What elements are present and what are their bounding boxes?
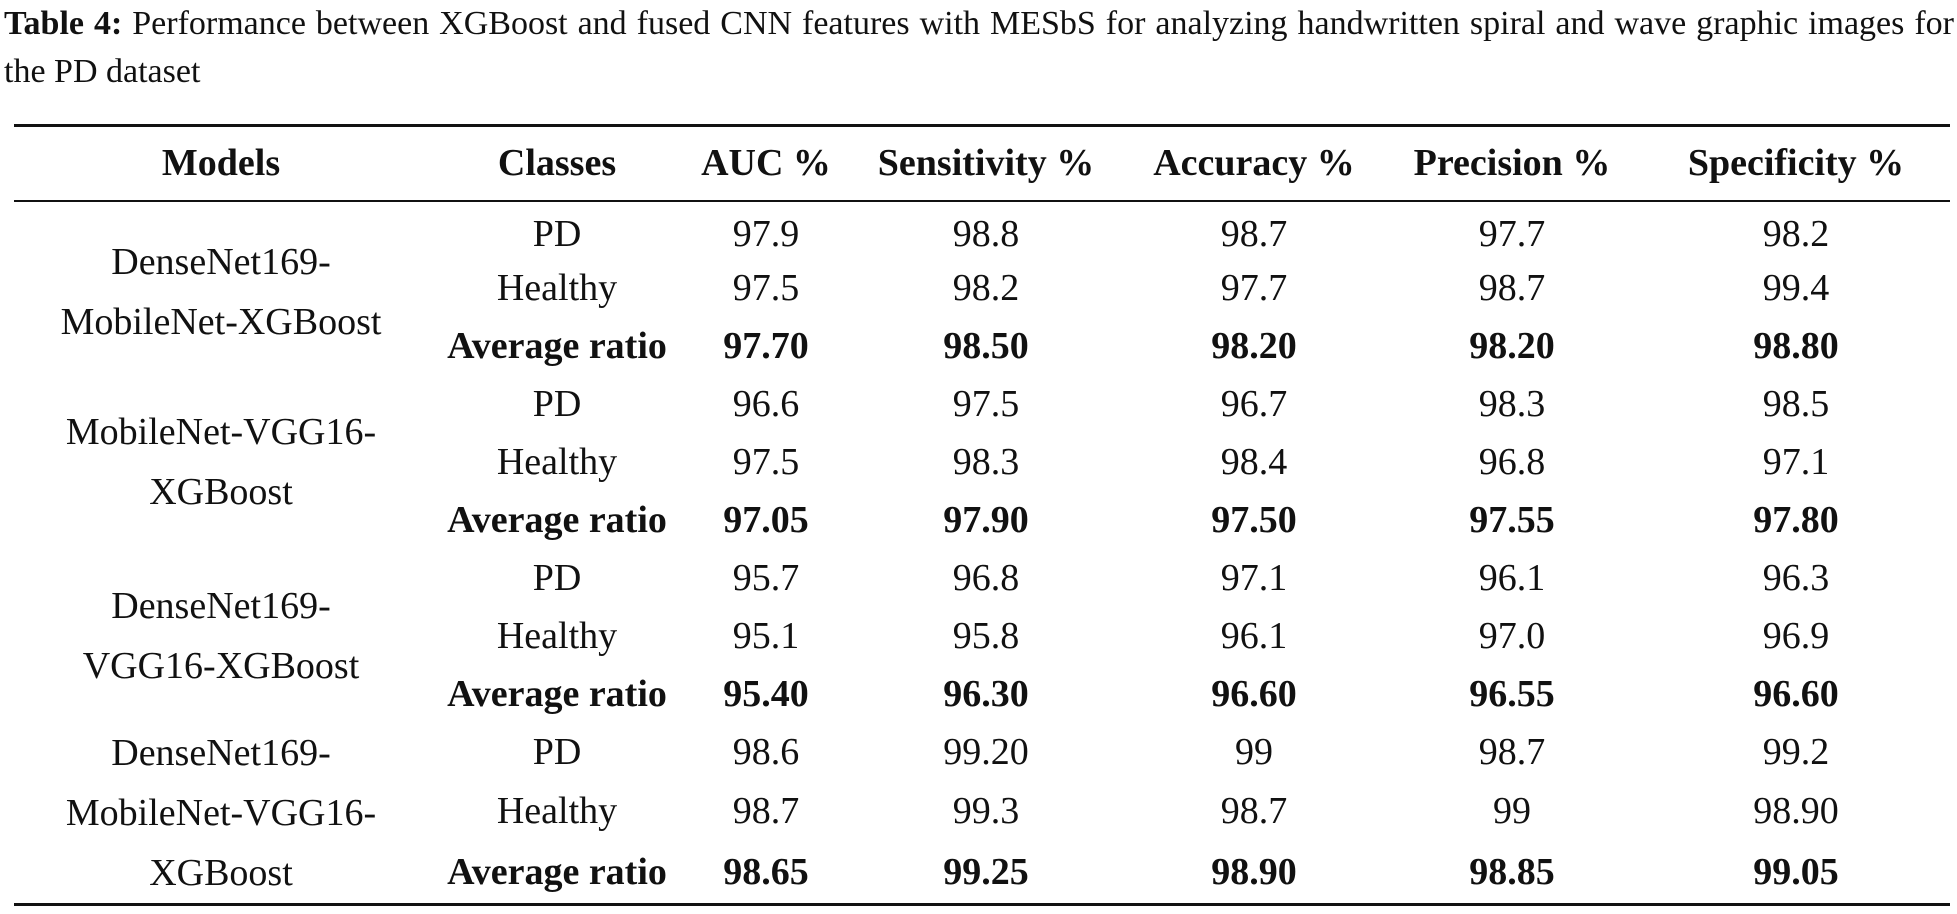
precision-cell: 97.0: [1478, 614, 1546, 657]
auc-cell: 95.1: [732, 614, 800, 657]
class-cell: PD: [532, 556, 582, 599]
specificity-cell: 97.80: [1753, 498, 1839, 541]
table-body: [14, 201, 1950, 905]
class-cell: PD: [532, 213, 582, 255]
auc-cell: 98.7: [732, 790, 800, 833]
specificity-cell: 97.1: [1762, 440, 1830, 483]
auc-cell: 97.05: [723, 498, 809, 541]
sensitivity-cell: 98.2: [952, 266, 1020, 309]
precision-cell: 98.3: [1478, 382, 1546, 425]
sensitivity-cell: 98.3: [952, 440, 1020, 483]
accuracy-cell: 98.7: [1220, 790, 1288, 833]
precision-cell: 98.85: [1469, 850, 1555, 893]
class-cell: Healthy: [496, 614, 618, 657]
header-auc: AUC %: [701, 142, 831, 185]
sensitivity-cell: 99.25: [943, 850, 1029, 893]
sensitivity-cell: 97.90: [943, 498, 1029, 541]
precision-cell: 99: [1493, 790, 1531, 833]
model-name-cell: MobileNet-VGG16- XGBoost: [65, 410, 377, 513]
table-header: [14, 126, 1950, 201]
auc-cell: 98.6: [732, 731, 800, 774]
auc-cell: 95.40: [723, 672, 809, 715]
specificity-cell: 98.2: [1762, 213, 1830, 255]
accuracy-cell: 98.7: [1220, 213, 1288, 255]
specificity-cell: 99.2: [1762, 731, 1830, 774]
specificity-cell: 98.90: [1753, 790, 1839, 833]
specificity-cell: 98.80: [1753, 324, 1839, 367]
sensitivity-cell: 96.30: [943, 672, 1029, 715]
accuracy-cell: 97.50: [1211, 498, 1297, 541]
sensitivity-cell: 99.3: [952, 790, 1020, 833]
precision-cell: 97.7: [1478, 213, 1546, 255]
auc-cell: 98.65: [723, 850, 809, 893]
precision-cell: 98.7: [1478, 266, 1546, 309]
header-models: Models: [161, 142, 281, 185]
accuracy-cell: 99: [1235, 731, 1273, 774]
specificity-cell: 98.5: [1762, 382, 1830, 425]
accuracy-cell: 97.7: [1220, 266, 1288, 309]
header-specificity: Specificity %: [1687, 142, 1905, 185]
header-row: [14, 126, 1950, 201]
class-cell: PD: [532, 382, 582, 425]
precision-cell: 96.55: [1469, 672, 1555, 715]
accuracy-cell: 98.4: [1220, 440, 1288, 483]
class-cell: Average ratio: [447, 850, 667, 893]
precision-cell: 97.55: [1469, 498, 1555, 541]
model-name-cell: DenseNet169- VGG16-XGBoost: [82, 584, 360, 687]
header-precision: Precision %: [1413, 142, 1611, 185]
specificity-cell: 96.9: [1762, 614, 1830, 657]
table-caption: [4, 0, 1954, 96]
table-caption-label: Table 4:: [4, 5, 123, 42]
header-sensitivity: Sensitivity %: [877, 142, 1095, 185]
precision-cell: 98.20: [1469, 324, 1555, 367]
class-cell: Average ratio: [447, 498, 667, 541]
specificity-cell: 99.4: [1762, 266, 1830, 309]
results-table: [14, 124, 1950, 906]
auc-cell: 96.6: [732, 382, 800, 425]
model-name-cell: DenseNet169- MobileNet-VGG16- XGBoost: [65, 731, 377, 894]
precision-cell: 96.8: [1478, 440, 1546, 483]
class-cell: Healthy: [496, 266, 618, 309]
auc-cell: 97.5: [732, 440, 800, 483]
specificity-cell: 99.05: [1753, 850, 1839, 893]
auc-cell: 95.7: [732, 556, 800, 599]
accuracy-cell: 98.90: [1211, 850, 1297, 893]
header-accuracy: Accuracy %: [1153, 142, 1355, 185]
accuracy-cell: 96.7: [1220, 382, 1288, 425]
accuracy-cell: 96.1: [1220, 614, 1288, 657]
accuracy-cell: 97.1: [1220, 556, 1288, 599]
accuracy-cell: 98.20: [1211, 324, 1297, 367]
sensitivity-cell: 96.8: [952, 556, 1020, 599]
table-row: [14, 723, 1950, 782]
class-cell: PD: [532, 731, 582, 774]
header-classes: Classes: [497, 142, 617, 185]
model-name-cell: DenseNet169- MobileNet-XGBoost: [60, 241, 382, 343]
sensitivity-cell: 98.8: [952, 213, 1020, 255]
class-cell: Healthy: [496, 440, 618, 483]
table-row: [14, 201, 1950, 259]
class-cell: Average ratio: [447, 672, 667, 715]
specificity-cell: 96.60: [1753, 672, 1839, 715]
auc-cell: 97.70: [723, 324, 809, 367]
sensitivity-cell: 97.5: [952, 382, 1020, 425]
table-caption-text: Performance between XGBoost and fused CNN features with MESbS for analyzing handwritten spiral and wave graphic images for the PD dataset: [4, 5, 1954, 90]
sensitivity-cell: 99.20: [943, 731, 1029, 774]
sensitivity-cell: 95.8: [952, 614, 1020, 657]
class-cell: Average ratio: [447, 324, 667, 367]
auc-cell: 97.5: [732, 266, 800, 309]
table-row: [14, 375, 1950, 433]
precision-cell: 98.7: [1478, 731, 1546, 774]
class-cell: Healthy: [496, 790, 618, 833]
auc-cell: 97.9: [732, 213, 800, 255]
table-row: [14, 549, 1950, 607]
sensitivity-cell: 98.50: [943, 324, 1029, 367]
precision-cell: 96.1: [1478, 556, 1546, 599]
accuracy-cell: 96.60: [1211, 672, 1297, 715]
specificity-cell: 96.3: [1762, 556, 1830, 599]
